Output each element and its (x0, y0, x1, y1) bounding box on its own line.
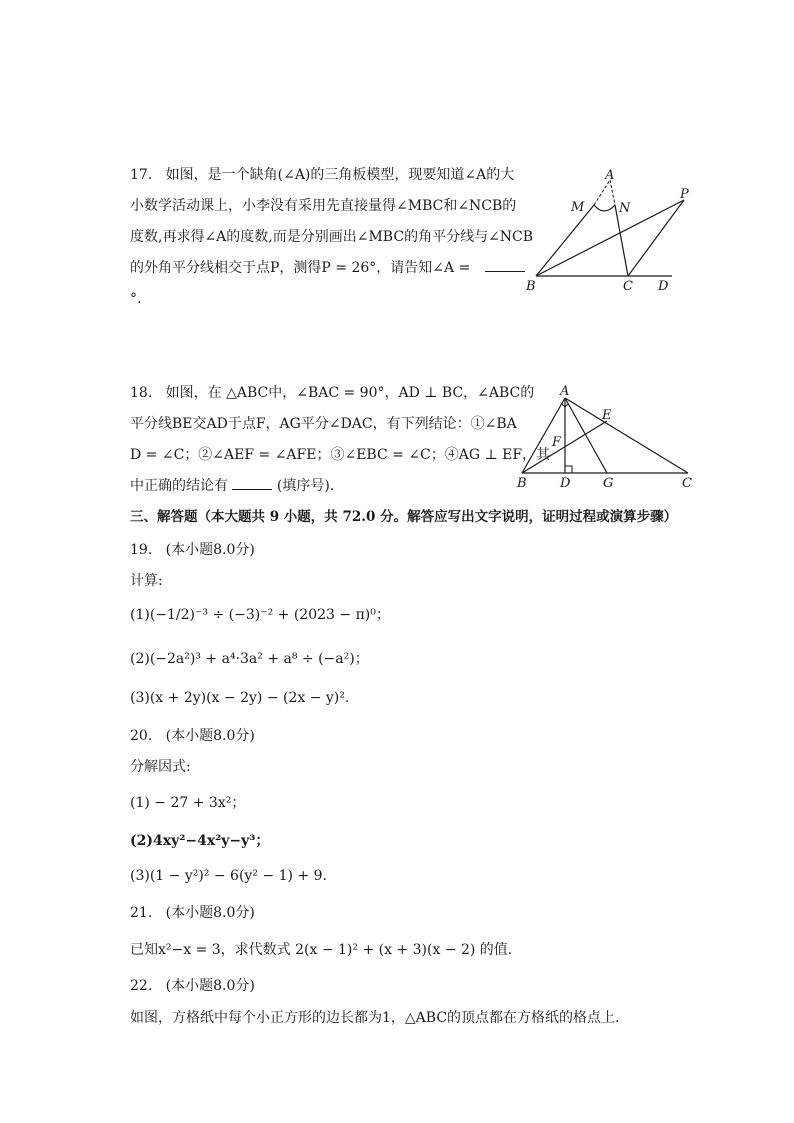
q20-score: (本小题8.0分) (165, 728, 255, 744)
q21-header (130, 903, 255, 923)
q18-answer-blank[interactable] (232, 489, 272, 490)
q20-header (130, 726, 255, 746)
q20-instruction: 分解因式: (130, 759, 191, 775)
q17-text-5: °. (130, 291, 142, 307)
q18-label-e: E (602, 408, 612, 423)
q20-item-2: (2)4xy²−4x²y−y³； (130, 833, 270, 849)
q20-item-3: (3)(1 − y²)² − 6(y² − 1) + 9. (130, 868, 327, 884)
q17-answer-blank[interactable] (485, 271, 525, 272)
q22-number: 22. (130, 978, 153, 994)
q18-text-1: 如图，在 △ABC中，∠BAC = 90°，AD ⊥ BC，∠ABC的 (165, 385, 535, 401)
q18-line-ag (565, 398, 607, 473)
q19-item-3: (3)(x + 2y)(x − 2y) − (2x − y)². (130, 690, 350, 706)
q19-item-2: (2)(−2a²)³ + a⁴·3a² + a⁸ ÷ (−a²)； (130, 651, 369, 667)
q18-text-3: D = ∠C；②∠AEF = ∠AFE；③∠EBC = ∠C；④AG ⊥ EF，其 (130, 447, 551, 463)
q17-dashed-ma (594, 180, 610, 205)
q21-score: (本小题8.0分) (165, 905, 255, 921)
q17-label-a: A (605, 168, 615, 183)
q22-text: 如图，方格纸中每个小正方形的边长都为1，△ABC的顶点都在方格纸的格点上. (130, 1010, 620, 1026)
q22-score: (本小题8.0分) (165, 978, 255, 994)
q20-item-1: (1) − 27 + 3x²； (130, 795, 246, 811)
q18-label-d: D (560, 476, 571, 490)
section-3-heading: 三、解答题（本大题共 9 小题，共 72.0 分。解答应写出文字说明，证明过程或演算步骤） (130, 509, 678, 525)
q18-line-4 (130, 476, 334, 496)
q20-number: 20. (130, 728, 153, 744)
q17-line-1 (130, 165, 514, 185)
q17-line-4 (130, 258, 525, 278)
q18-label-a: A (560, 384, 570, 399)
q18-label-g: G (603, 476, 614, 490)
q17-label-n: N (619, 201, 631, 216)
q18-figure (512, 380, 702, 490)
q18-right-angle-d (565, 466, 572, 473)
q18-label-b: B (517, 476, 527, 490)
q17-text-3: 度数,再求得∠A的度数,而是分别画出∠MBC的角平分线与∠NCB (130, 229, 534, 245)
q17-dashed-an (610, 180, 615, 205)
q17-label-c: C (623, 279, 633, 294)
q17-label-b: B (526, 279, 536, 294)
q17-number: 17. (130, 167, 153, 183)
q17-label-p: P (680, 187, 689, 202)
q22-header (130, 976, 255, 996)
q19-score: (本小题8.0分) (165, 542, 255, 558)
q18-number: 18. (130, 385, 153, 401)
q17-line-cp (628, 200, 684, 276)
q19-number: 19. (130, 542, 153, 558)
q19-header (130, 540, 255, 560)
q21-text: 已知x²−x = 3，求代数式 2(x − 1)² + (x + 3)(x − 2) 的值. (130, 942, 513, 958)
q21-number: 21. (130, 905, 153, 921)
q19-item-1: (1)(−1/2)⁻³ ÷ (−3)⁻² + (2023 − π)⁰； (130, 607, 390, 623)
q17-figure (520, 160, 700, 300)
q18-text-4: 中正确的结论有 (130, 478, 228, 494)
q17-text-1: 如图，是一个缺角(∠A)的三角板模型，现要知道∠A的大 (165, 167, 515, 183)
q17-text-4: 的外角平分线相交于点P，测得P = 26°，请告知∠A = (130, 260, 471, 276)
q18-label-f: F (552, 435, 562, 450)
q17-label-m: M (571, 200, 585, 215)
q18-text-2: 平分线BE交AD于点F，AG平分∠DAC，有下列结论：①∠BA (130, 416, 517, 432)
q18-text-5: (填序号). (276, 478, 335, 494)
q17-line-bp (536, 200, 684, 276)
q18-label-c: C (682, 476, 692, 490)
q17-label-d: D (658, 279, 669, 294)
q17-text-2: 小数学活动课上，小李没有采用先直接量得∠MBC和∠NCB的 (130, 198, 517, 214)
q18-line-1 (130, 383, 534, 403)
q17-arc-mn (594, 205, 615, 211)
q17-line-bm (536, 205, 594, 276)
q19-instruction: 计算: (130, 573, 163, 589)
